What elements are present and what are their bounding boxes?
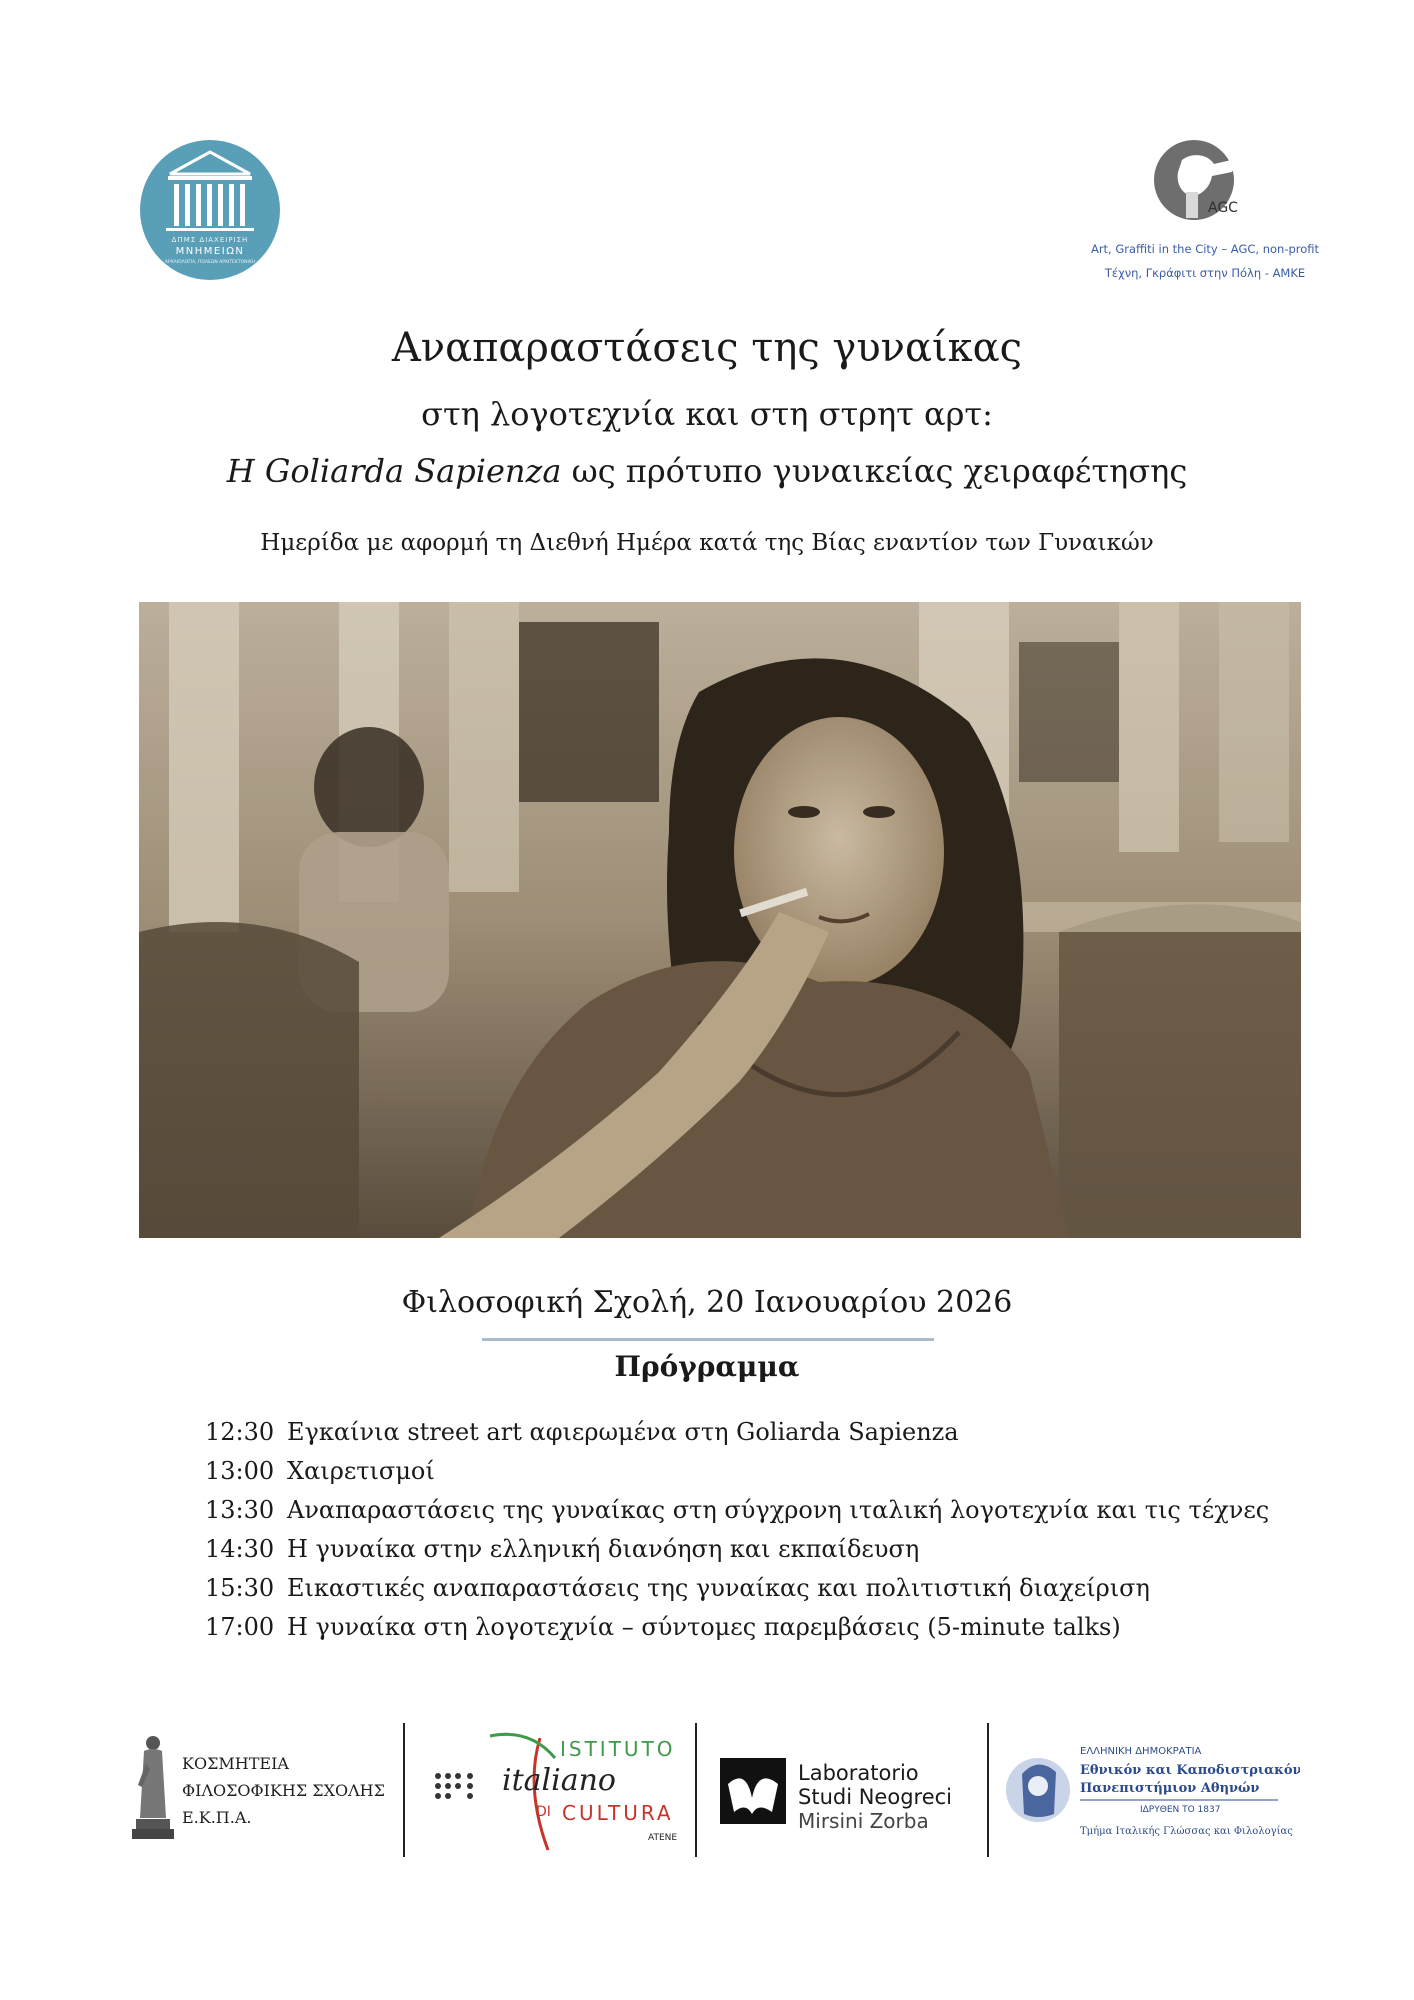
agc-logo bbox=[1070, 138, 1340, 288]
portrait-photo bbox=[139, 602, 1301, 1238]
di-word: DI bbox=[536, 1804, 551, 1820]
laboratorio-line-3: Mirsini Zorba bbox=[798, 1809, 929, 1833]
logo-line-1: ΔΠΜΣ ΔΙΑΧΕΙΡΙΣΗ bbox=[171, 236, 249, 244]
schedule-time: 14:30 bbox=[205, 1535, 275, 1563]
ekpa-line-5: Τμήμα Ιταλικής Γλώσσας και Φιλολογίας bbox=[1080, 1826, 1293, 1837]
schedule-desc: Η γυναίκα στην ελληνική διανόηση και εκπαίδευση bbox=[287, 1535, 920, 1563]
event-subtitle: Ημερίδα με αφορμή τη Διεθνή Ημέρα κατά της Βίας εναντίον των Γυναικών bbox=[260, 530, 1154, 556]
agc-greek-name: Τέχνη, Γκράφιτι στην Πόλη - ΑΜΚΕ bbox=[1104, 266, 1306, 280]
schedule-item bbox=[205, 1574, 1305, 1613]
title-line-3-rest: ως πρότυπο γυναικείας χειραφέτησης bbox=[561, 452, 1188, 490]
schedule-time: 13:30 bbox=[205, 1496, 275, 1524]
schedule-time: 17:00 bbox=[205, 1613, 275, 1641]
title-line-2: στη λογοτεχνία και στη στρητ αρτ: bbox=[421, 395, 993, 433]
cultura-word: CULTURA bbox=[562, 1801, 674, 1825]
istituto-word: ISTITUTO bbox=[560, 1737, 676, 1761]
statue-icon bbox=[130, 1733, 176, 1843]
ekpa-line-4: ΙΔΡΥΘΕΝ ΤΟ 1837 bbox=[1140, 1805, 1221, 1815]
author-name: Η Goliarda Sapienza bbox=[226, 452, 562, 490]
logo-separator bbox=[695, 1723, 697, 1857]
logo-separator bbox=[987, 1723, 989, 1857]
schedule-item bbox=[205, 1613, 1305, 1652]
monuments-management-logo bbox=[140, 140, 280, 280]
schedule-item bbox=[205, 1496, 1305, 1535]
ekpa-line-2: Εθνικόν και Καποδιστριακόν bbox=[1080, 1763, 1300, 1778]
schedule-item bbox=[205, 1535, 1305, 1574]
logo-line-2: ΜΝΗΜΕΙΩΝ bbox=[175, 246, 245, 257]
laboratorio-logo bbox=[710, 1728, 1000, 1848]
schedule-time: 13:00 bbox=[205, 1457, 275, 1485]
kosmiteia-line-1: ΚΟΣΜΗΤΕΙΑ bbox=[182, 1754, 289, 1773]
istituto-italiano-logo bbox=[420, 1718, 710, 1858]
venue-date: Φιλοσοφική Σχολή, 20 Ιανουαρίου 2026 bbox=[401, 1285, 1013, 1320]
agc-emblem-icon bbox=[1152, 138, 1262, 233]
logo-line-3: ΑΡΧΑΙΟΛΟΓΙΑ, ΠΟΛΕΩΝ ΑΡΧΙΤΕΚΤΟΝΙΚΗ bbox=[164, 260, 256, 265]
program-heading: Πρόγραμμα bbox=[614, 1350, 800, 1383]
divider bbox=[482, 1338, 934, 1341]
schedule-time: 12:30 bbox=[205, 1418, 275, 1446]
kosmiteia-line-3: Ε.Κ.Π.Α. bbox=[182, 1808, 252, 1827]
agc-english-name: Art, Graffiti in the City – AGC, non-profit bbox=[1090, 242, 1320, 256]
logo-separator bbox=[403, 1723, 405, 1857]
italiano-word: italiano bbox=[502, 1763, 616, 1798]
ekpa-logo bbox=[1000, 1728, 1300, 1853]
kosmiteia-line-2: ΦΙΛΟΣΟΦΙΚΗΣ ΣΧΟΛΗΣ bbox=[182, 1781, 385, 1800]
title-line-3 bbox=[0, 452, 1414, 490]
title-line-1: Αναπαραστάσεις της γυναίκας bbox=[391, 325, 1023, 371]
schedule-item bbox=[205, 1418, 1305, 1457]
schedule-desc: Η γυναίκα στη λογοτεχνία – σύντομες παρεμβάσεις (5-minute talks) bbox=[287, 1613, 1121, 1641]
sponsor-logos bbox=[120, 1718, 1300, 1858]
kosmiteia-logo bbox=[130, 1728, 400, 1848]
atene-word: ATENE bbox=[648, 1833, 678, 1843]
schedule-desc: Εικαστικές αναπαραστάσεις της γυναίκας και πολιτιστική διαχείριση bbox=[287, 1574, 1150, 1602]
laboratorio-line-1: Laboratorio bbox=[798, 1761, 919, 1785]
schedule-desc: Εγκαίνια street art αφιερωμένα στη Goliarda Sapienza bbox=[287, 1418, 959, 1446]
schedule-list bbox=[205, 1418, 1305, 1652]
schedule-time: 15:30 bbox=[205, 1574, 275, 1602]
laboratorio-line-2: Studi Neogreci bbox=[798, 1785, 952, 1809]
schedule-item bbox=[205, 1457, 1305, 1496]
temple-icon bbox=[140, 140, 280, 280]
schedule-desc: Αναπαραστάσεις της γυναίκας στη σύγχρονη ιταλική λογοτεχνία και τις τέχνες bbox=[287, 1496, 1270, 1524]
ekpa-line-1: ΕΛΛΗΝΙΚΗ ΔΗΜΟΚΡΑΤΙΑ bbox=[1080, 1746, 1202, 1757]
schedule-desc: Χαιρετισμοί bbox=[287, 1457, 435, 1485]
svg-text:AGC: AGC bbox=[1208, 200, 1238, 216]
ekpa-line-3: Πανεπιστήμιον Αθηνών bbox=[1080, 1781, 1260, 1796]
